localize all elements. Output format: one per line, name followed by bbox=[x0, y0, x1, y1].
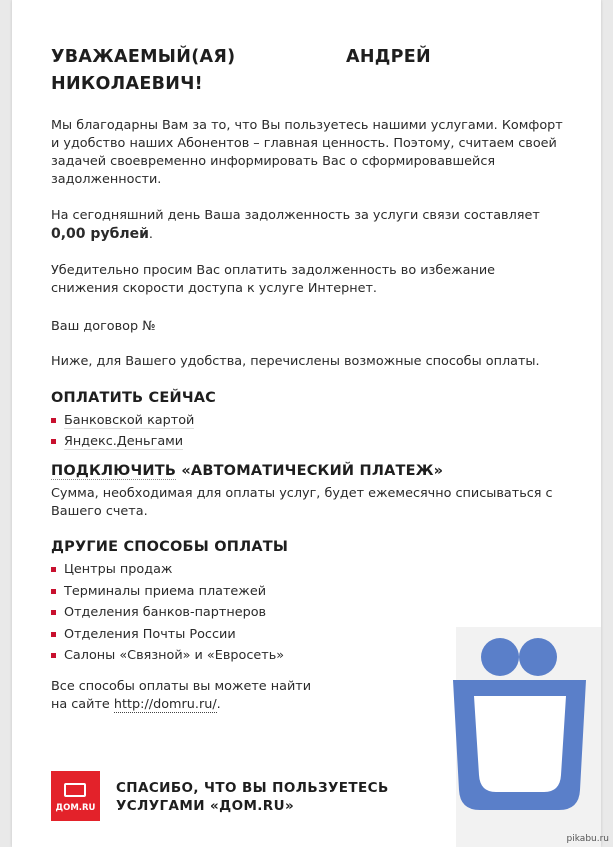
logo-text: ДОМ.RU bbox=[55, 803, 96, 813]
letter-sheet bbox=[12, 0, 601, 847]
list-item[interactable]: Салоны «Связной» и «Евросеть» bbox=[51, 646, 284, 668]
pay-now-item-bank-card[interactable]: Банковской картой bbox=[51, 411, 194, 432]
list-item[interactable]: Отделения Почты России bbox=[51, 625, 284, 647]
greeting-patronymic: НИКОЛАЕВИЧ! bbox=[51, 74, 203, 94]
site-info-prefix: на сайте bbox=[51, 697, 110, 712]
footer-thanks bbox=[116, 779, 389, 815]
pay-now-item-yandex-money[interactable]: Яндекс.Деньгами bbox=[51, 432, 194, 453]
mascot-left-eye bbox=[481, 638, 519, 676]
other-methods-title: ДРУГИЕ СПОСОБЫ ОПЛАТЫ bbox=[51, 539, 289, 555]
domru-mascot-icon bbox=[12, 0, 601, 847]
thanks-line-1: СПАСИБО, ЧТО ВЫ ПОЛЬЗУЕТЕСЬ bbox=[116, 780, 389, 796]
thanks-line-2: УСЛУГАМИ «ДОМ.RU» bbox=[116, 798, 295, 814]
auto-payment-title-rest: «АВТОМАТИЧЕСКИЙ ПЛАТЕЖ» bbox=[181, 463, 444, 479]
debt-suffix: . bbox=[148, 227, 153, 242]
site-url-link[interactable]: http://domru.ru/ bbox=[113, 697, 217, 712]
domru-logo[interactable] bbox=[51, 771, 100, 821]
greeting-first-name: АНДРЕЙ bbox=[345, 47, 431, 67]
watermark: pikabu.ru bbox=[566, 834, 609, 844]
list-item[interactable]: Отделения банков-партнеров bbox=[51, 603, 284, 625]
pay-now-title: ОПЛАТИТЬ СЕЙЧАС bbox=[51, 390, 217, 406]
auto-payment-connect-link[interactable]: ПОДКЛЮЧИТЬ bbox=[51, 463, 177, 479]
list-item[interactable]: Центры продаж bbox=[51, 560, 284, 582]
mascot-body-inner bbox=[474, 696, 566, 792]
contract-line: Ваш договор № bbox=[51, 319, 156, 334]
mascot-right-eye bbox=[519, 638, 557, 676]
list-item[interactable]: Терминалы приема платежей bbox=[51, 582, 284, 604]
auto-payment-text: Сумма, необходимая для оплаты услуг, будет ежемесячно списываться с Вашего счета. bbox=[51, 486, 553, 519]
debt-amount: 0,00 рублей bbox=[51, 226, 149, 242]
house-icon bbox=[64, 783, 86, 797]
site-info-suffix: . bbox=[216, 697, 221, 712]
request-paragraph: Убедительно просим Вас оплатить задолженность во избежание снижения скорости доступа к услуге Интернет. bbox=[51, 263, 496, 296]
debt-text: На сегодняшний день Ваша задолженность за услуги связи составляет bbox=[51, 208, 540, 223]
intro-paragraph: Мы благодарны Вам за то, что Вы пользуетесь нашими услугами. Комфорт и удобство наших Абонентов – главная ценность. Поэтому, считаем своей задачей своевременно информировать Вас о сформировавшейся задолженности. bbox=[51, 118, 563, 187]
methods-intro: Ниже, для Вашего удобства, перечислены возможные способы оплаты. bbox=[51, 354, 540, 369]
greeting-salutation: УВАЖАЕМЫЙ(АЯ) bbox=[51, 47, 236, 67]
site-info-line1: Все способы оплаты вы можете найти bbox=[51, 679, 312, 694]
